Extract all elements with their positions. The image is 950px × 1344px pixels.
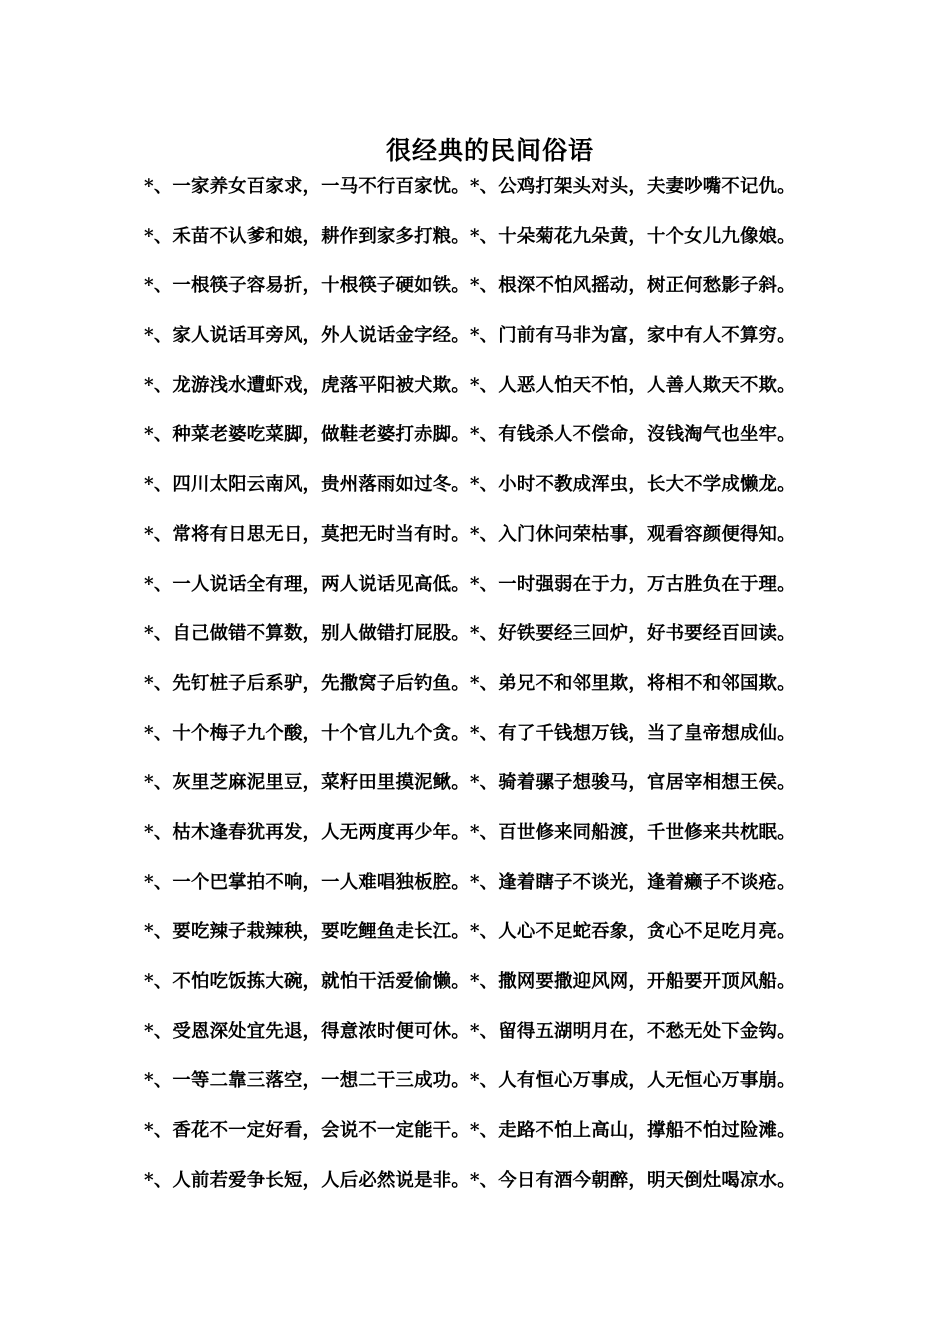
proverb-line: *、十个梅子九个酸，十个官儿九个贪。*、有了千钱想万钱，当了皇帝想成仙。 — [144, 722, 796, 744]
proverb-line: *、家人说话耳旁风，外人说话金字经。*、门前有马非为富，家中有人不算穷。 — [144, 325, 796, 347]
proverb-line: *、常将有日思无日，莫把无时当有时。*、入门休问荣枯事，观看容颜便得知。 — [144, 523, 796, 545]
proverb-line: *、香花不一定好看，会说不一定能干。*、走路不怕上高山，撑船不怕过险滩。 — [144, 1120, 796, 1142]
proverb-line: *、枯木逢春犹再发，人无两度再少年。*、百世修来同船渡，千世修来共枕眠。 — [144, 821, 796, 843]
proverb-line: *、要吃辣子栽辣秧，要吃鲤鱼走长江。*、人心不足蛇吞象，贪心不足吃月亮。 — [144, 921, 796, 943]
proverb-line: *、一根筷子容易折，十根筷子硬如铁。*、根深不怕风摇动，树正何愁影子斜。 — [144, 275, 796, 297]
proverb-line: *、龙游浅水遭虾戏，虎落平阳被犬欺。*、人恶人怕天不怕，人善人欺天不欺。 — [144, 374, 796, 396]
proverb-line: *、受恩深处宜先退，得意浓时便可休。*、留得五湖明月在，不愁无处下金钩。 — [144, 1020, 796, 1042]
page-title: 很经典的民间俗语 — [385, 136, 594, 165]
proverb-line: *、一个巴掌拍不响，一人难唱独板腔。*、逢着瞎子不谈光，逢着癞子不谈疮。 — [144, 871, 796, 893]
proverb-line: *、四川太阳云南风，贵州落雨如过冬。*、小时不教成浑虫，长大不学成懒龙。 — [144, 474, 796, 496]
proverb-line: *、不怕吃饭拣大碗，就怕干活爱偷懒。*、撒网要撒迎风网，开船要开顶风船。 — [144, 971, 796, 992]
proverb-line: *、一家养女百家求，一马不行百家忧。*、公鸡打架头对头，夫妻吵嘴不记仇。 — [144, 176, 796, 197]
proverb-line: *、一人说话全有理，两人说话见高低。*、一时强弱在于力，万古胜负在于理。 — [144, 573, 796, 595]
proverb-line: *、自己做错不算数，别人做错打屁股。*、好铁要经三回炉，好书要经百回读。 — [144, 623, 796, 645]
proverb-line: *、先钉桩子后系驴，先撒窝子后钓鱼。*、弟兄不和邻里欺，将相不和邻国欺。 — [144, 672, 796, 694]
proverb-list — [144, 172, 824, 1215]
proverb-line: *、人前若爱争长短，人后必然说是非。*、今日有酒今朝醉，明天倒灶喝凉水。 — [144, 1169, 796, 1191]
proverb-line: *、禾苗不认爹和娘，耕作到家多打粮。*、十朵菊花九朵黄，十个女儿九像娘。 — [144, 225, 796, 247]
proverb-line: *、种菜老婆吃菜脚，做鞋老婆打赤脚。*、有钱杀人不偿命，沒钱淘气也坐牢。 — [144, 424, 796, 446]
proverb-line: *、灰里芝麻泥里豆，菜籽田里摸泥鳅。*、骑着骡子想骏马，官居宰相想王侯。 — [144, 772, 796, 794]
proverb-line: *、一等二靠三落空，一想二干三成功。*、人有恒心万事成，人无恒心万事崩。 — [144, 1070, 796, 1092]
